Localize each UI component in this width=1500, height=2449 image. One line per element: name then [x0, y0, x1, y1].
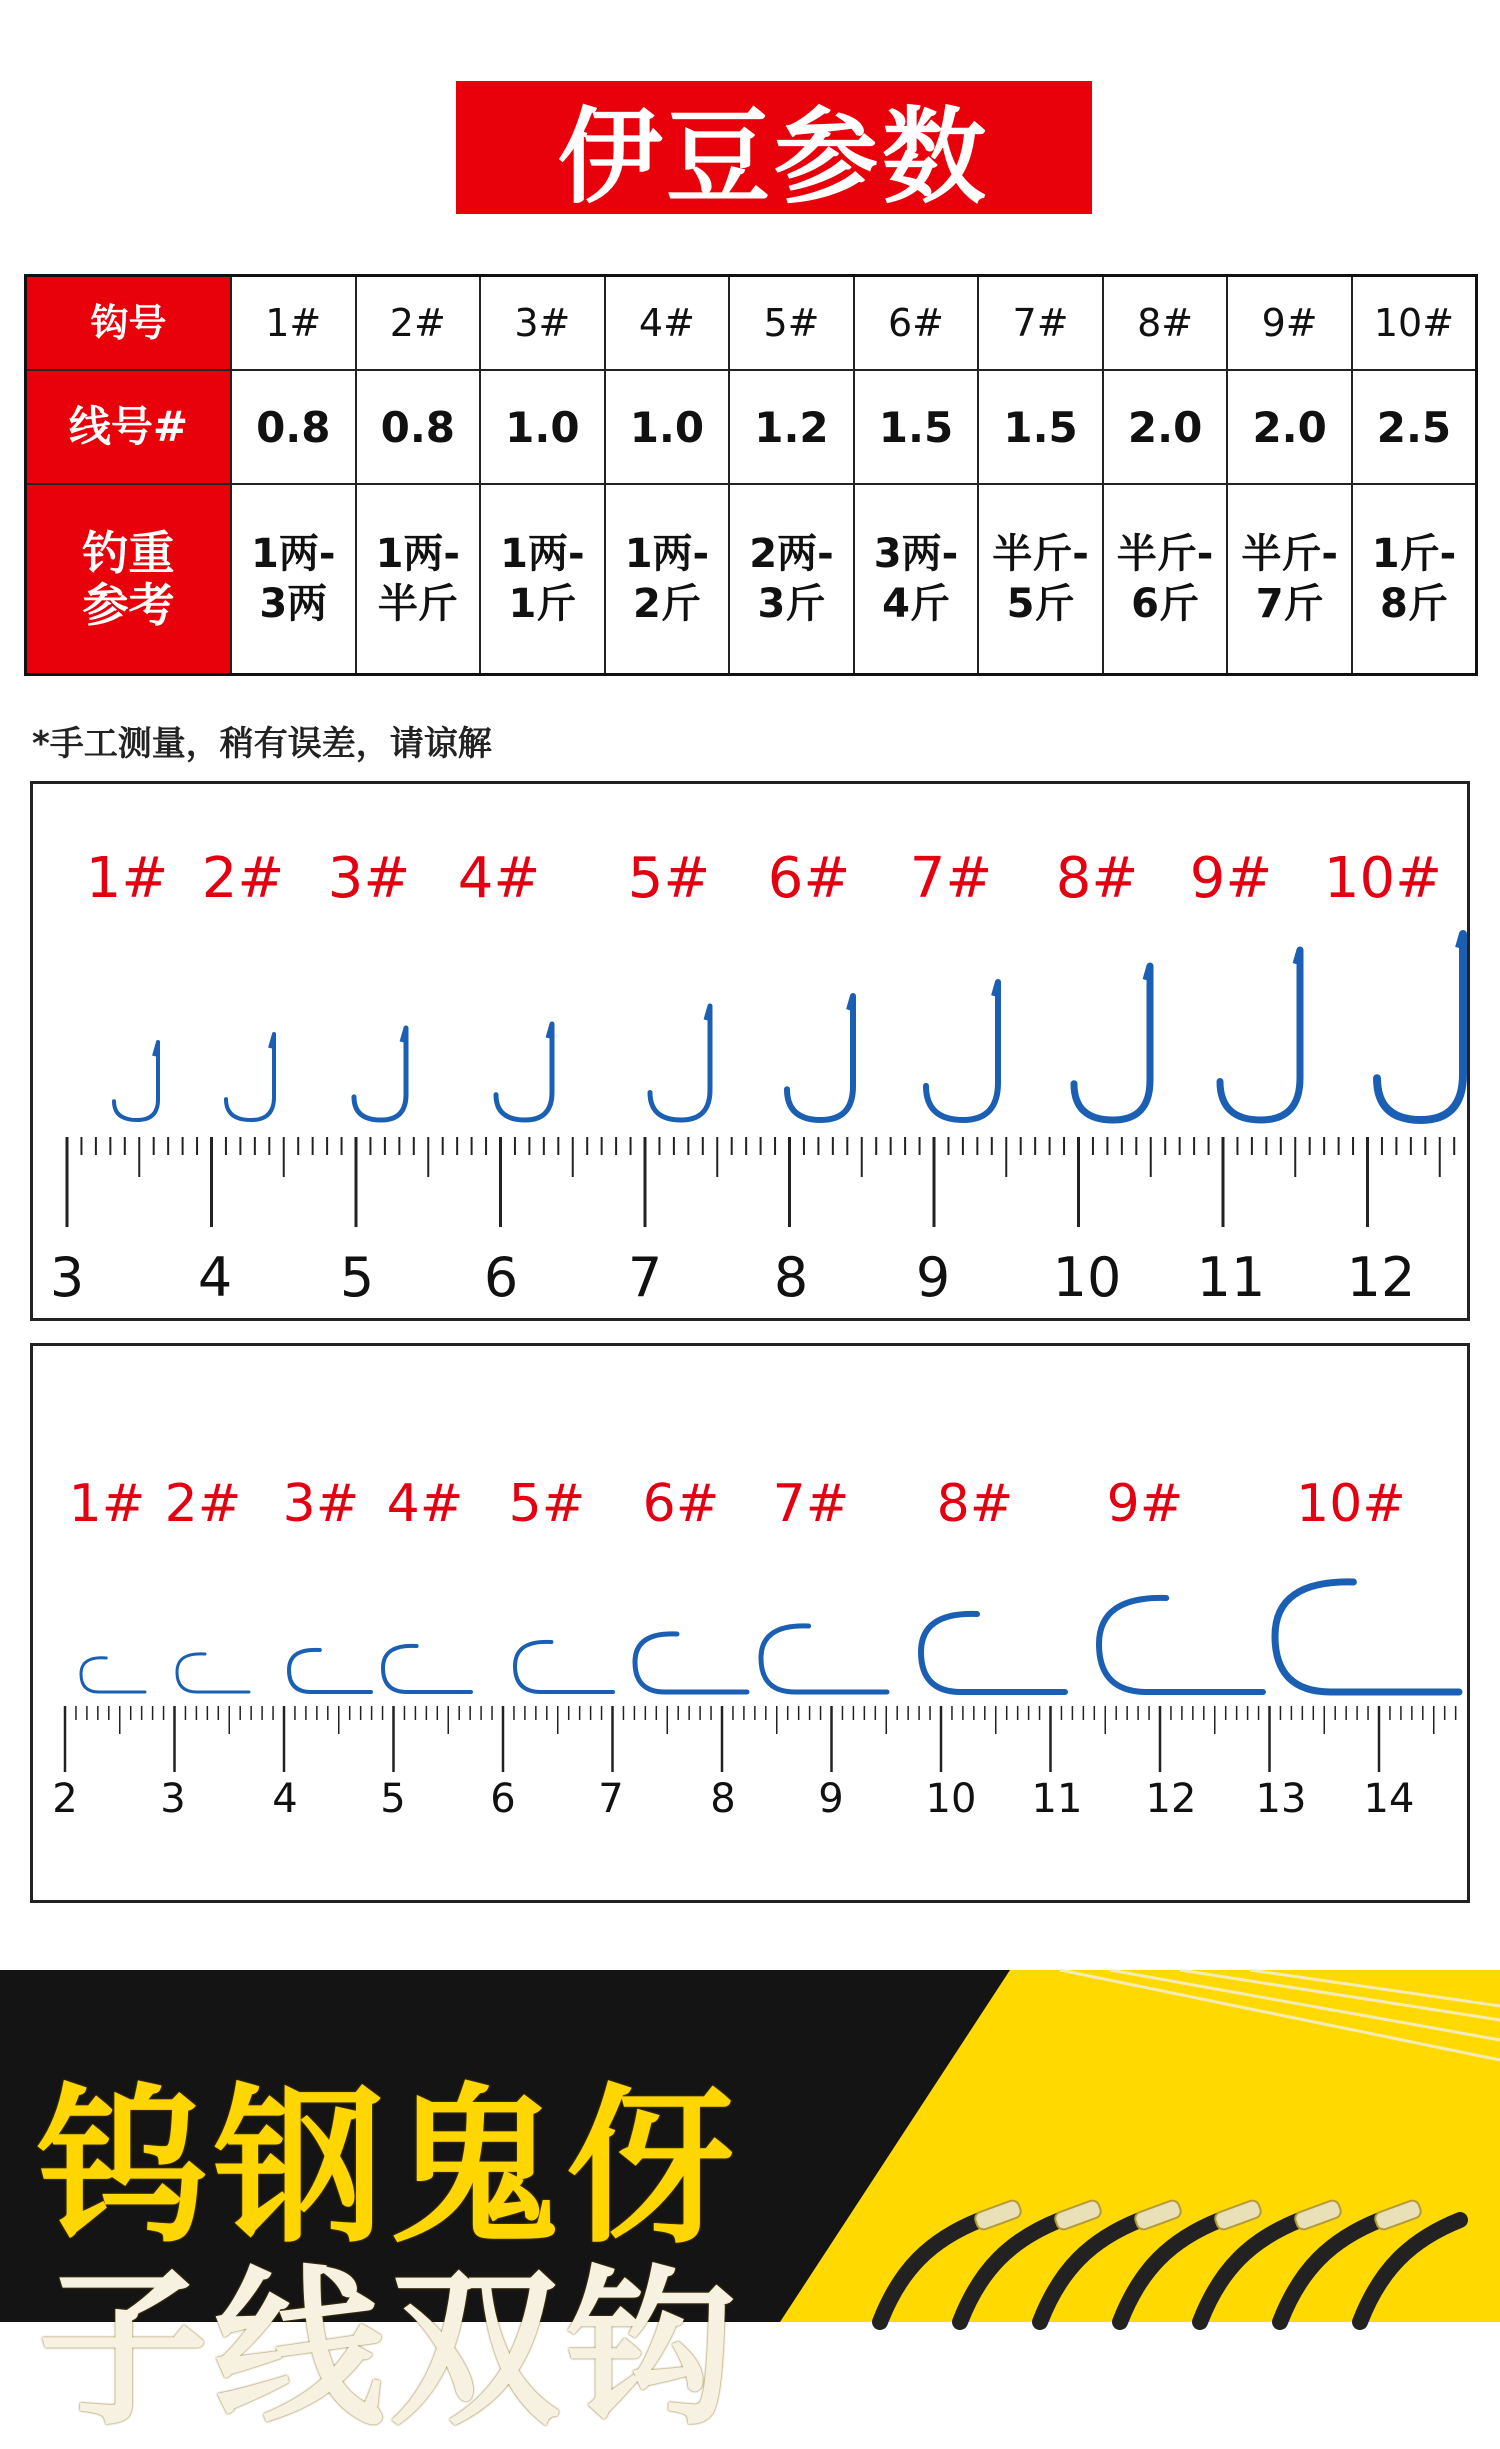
hook-icon	[650, 1006, 710, 1120]
weight-max: 3两	[259, 581, 328, 627]
scale-number: 5	[380, 1776, 406, 1822]
scale-number: 8	[773, 1246, 809, 1309]
hook-size-cell: 6#	[854, 276, 979, 371]
hook-eye-icon	[849, 996, 853, 1010]
scale-number: 7	[627, 1246, 663, 1309]
weight-cell	[480, 484, 605, 675]
hook-icon	[383, 1646, 471, 1692]
scale-number: 5	[339, 1246, 375, 1309]
weight-max: 7斤	[1255, 581, 1324, 627]
weight-min: 半斤-	[992, 531, 1089, 577]
weight-min: 半斤-	[1116, 531, 1214, 577]
scale-number: 8	[710, 1776, 736, 1822]
line-number-cell: 1.5	[854, 370, 979, 484]
hook-label: 1#	[85, 846, 169, 911]
hook-size-cell: 3#	[480, 276, 605, 371]
banner-subheadline: 子线双钩	[38, 2251, 743, 2449]
hook-icon	[926, 982, 998, 1120]
hook-icon	[354, 1028, 406, 1120]
scale-number: 11	[1031, 1776, 1083, 1822]
table-row-hook-size	[26, 276, 1477, 371]
weight-cell	[978, 484, 1103, 675]
line-number-cell: 1.5	[978, 370, 1103, 484]
row-header-line-number: 线号#	[26, 370, 232, 484]
line-number-cell: 2.5	[1352, 370, 1477, 484]
hook-label: 6#	[642, 1474, 720, 1534]
line-number-cell: 0.8	[231, 370, 356, 484]
weight-max: 1斤	[508, 581, 577, 627]
scale-number: 13	[1255, 1776, 1307, 1822]
hook-label: 4#	[386, 1474, 464, 1534]
hook-label: 7#	[909, 846, 993, 911]
hook-label: 8#	[1055, 846, 1139, 911]
scale-number: 9	[818, 1776, 844, 1822]
hook-icon	[496, 1024, 552, 1120]
hook-icon	[1275, 1582, 1459, 1692]
hook-label: 9#	[1106, 1474, 1184, 1534]
weight-min: 半斤-	[1241, 531, 1338, 577]
weight-max: 5斤	[1006, 581, 1075, 627]
hook-icon	[81, 1658, 145, 1692]
line-number-cell: 1.0	[605, 370, 730, 484]
hook-size-cell: 8#	[1103, 276, 1228, 371]
hook-label: 10#	[1323, 846, 1443, 911]
scale-number: 14	[1363, 1776, 1415, 1822]
hook-size-cell: 4#	[605, 276, 730, 371]
weight-max: 3斤	[757, 581, 826, 627]
hook-label: 6#	[767, 846, 851, 911]
hook-label: 4#	[457, 846, 541, 911]
hook-icon	[635, 1634, 747, 1692]
scale-number: 12	[1346, 1246, 1416, 1309]
scale-number: 4	[272, 1776, 298, 1822]
hook-eye-icon	[1146, 966, 1150, 980]
line-number-cell: 0.8	[356, 370, 481, 484]
scale-number: 6	[483, 1246, 519, 1309]
hook-icon	[1220, 950, 1300, 1120]
hook-label: 8#	[936, 1474, 1014, 1534]
scale-number: 12	[1145, 1776, 1197, 1822]
hook-icon	[1377, 934, 1463, 1120]
weight-min: 2两-	[749, 531, 834, 577]
hook-icon	[289, 1650, 371, 1692]
weight-max: 半斤	[377, 581, 458, 627]
weight-cell	[729, 484, 854, 675]
hook-icon	[921, 1614, 1065, 1692]
scale-number: 2	[52, 1776, 78, 1822]
hook-size-cell: 1#	[231, 276, 356, 371]
hook-eye-icon	[994, 982, 998, 996]
ruler-horizontal-graphic	[33, 1346, 1467, 1900]
weight-min: 1两-	[251, 531, 336, 577]
hook-eye-icon	[1296, 950, 1300, 964]
line-number-cell: 2.0	[1227, 370, 1352, 484]
hook-icon	[226, 1034, 274, 1120]
page-title: 伊豆参数	[456, 81, 1092, 214]
weight-min: 1斤-	[1371, 531, 1457, 577]
hook-label: 5#	[627, 846, 711, 911]
line-number-cell: 1.2	[729, 370, 854, 484]
weight-cell	[1227, 484, 1352, 675]
weight-cell	[1103, 484, 1228, 675]
weight-max: 4斤	[882, 581, 950, 627]
hook-size-cell: 5#	[729, 276, 854, 371]
hook-icon	[515, 1642, 613, 1692]
spec-table	[24, 274, 1478, 676]
weight-max: 8斤	[1380, 581, 1448, 627]
table-row-weight	[26, 484, 1477, 675]
hook-icon	[114, 1042, 158, 1120]
scale-number: 3	[160, 1776, 186, 1822]
scale-number: 9	[915, 1246, 951, 1309]
weight-min: 1两-	[500, 531, 585, 577]
weight-min: 1两-	[624, 531, 710, 577]
hook-label: 2#	[164, 1474, 242, 1534]
product-banner	[0, 1970, 1500, 2449]
hook-icon	[177, 1654, 249, 1692]
row-header-weight	[26, 484, 232, 675]
scale-number: 3	[49, 1246, 85, 1309]
weight-cell	[231, 484, 356, 675]
ruler-panel-vertical	[30, 781, 1470, 1321]
hook-icon	[1099, 1598, 1263, 1692]
hook-size-cell: 7#	[978, 276, 1103, 371]
hook-label: 7#	[772, 1474, 850, 1534]
hook-icon	[787, 996, 853, 1120]
weight-max: 2斤	[632, 581, 701, 627]
weight-cell	[356, 484, 481, 675]
weight-min: 3两-	[873, 531, 959, 577]
line-number-cell: 1.0	[480, 370, 605, 484]
hook-size-cell: 10#	[1352, 276, 1477, 371]
hook-icon	[1074, 966, 1150, 1120]
hook-label: 2#	[201, 846, 285, 911]
weight-cell	[1352, 484, 1477, 675]
hook-label: 1#	[68, 1474, 146, 1534]
scale-number: 4	[197, 1246, 233, 1309]
weight-cell	[854, 484, 979, 675]
scale-number: 6	[490, 1776, 516, 1822]
weight-max: 6斤	[1131, 581, 1200, 627]
hook-label: 10#	[1296, 1474, 1406, 1534]
row-header-weight-label: 钓重参考	[82, 526, 175, 632]
hook-eye-icon	[1459, 934, 1463, 948]
line-number-cell: 2.0	[1103, 370, 1228, 484]
weight-min: 1两-	[375, 531, 461, 577]
row-header-hook-size: 钩号	[26, 276, 232, 371]
hook-label: 9#	[1189, 846, 1273, 911]
hook-size-cell: 9#	[1227, 276, 1352, 371]
hook-label: 3#	[327, 846, 411, 911]
weight-cell	[605, 484, 730, 675]
hook-icon	[761, 1626, 887, 1692]
measurement-note: *手工测量，稍有误差，请谅解	[32, 724, 492, 764]
banner-headline: 钨钢鬼伢	[38, 2069, 743, 2267]
hook-label: 3#	[282, 1474, 360, 1534]
hook-label: 5#	[508, 1474, 586, 1534]
scale-number: 10	[925, 1776, 977, 1822]
scale-number: 7	[598, 1776, 624, 1822]
scale-number: 11	[1196, 1246, 1266, 1309]
hook-size-cell: 2#	[356, 276, 481, 371]
table-row-line-number	[26, 370, 1477, 484]
ruler-panel-horizontal	[30, 1343, 1470, 1903]
scale-number: 10	[1052, 1246, 1122, 1309]
